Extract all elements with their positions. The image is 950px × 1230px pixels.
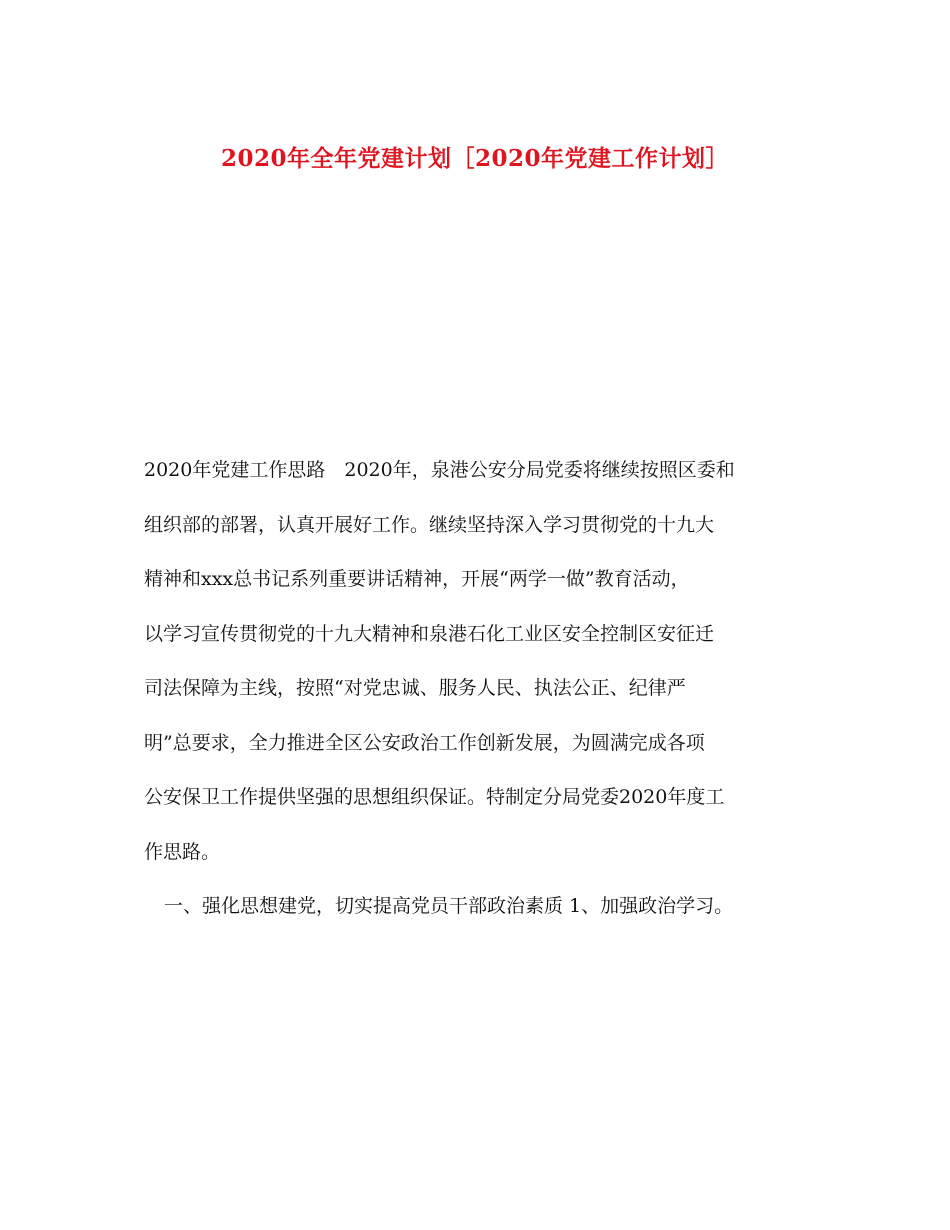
paragraph-line: 2020年党建工作思路 2020年，泉港公安分局党委将继续按照区委和 [144,459,735,481]
paragraph-line: 司法保障为主线，按照“对党忠诚、服务人民、执法公正、纪律严 [144,677,686,699]
section-heading-line: 一、强化思想建党，切实提高党员干部政治素质 1、加强政治学习。 [164,895,734,917]
paragraph-line: 组织部的部署，认真开展好工作。继续坚持深入学习贯彻党的十九大 [144,513,715,536]
paragraph-line: 明”总要求，全力推进全区公安政治工作创新发展，为圆满完成各项 [144,731,705,754]
document-body [144,450,824,941]
document-title: 2020年全年党建计划［2020年党建工作计划］ [220,145,730,172]
paragraph-line: 以学习宣传贯彻党的十九大精神和泉港石化工业区安全控制区安征迁 [144,622,715,645]
paragraph-line: 作思路。 [144,840,221,863]
paragraph-line: 公安保卫工作提供坚强的思想组织保证。特制定分局党委2020年度工 [144,786,725,808]
paragraph-line: 精神和xxx总书记系列重要讲话精神，开展“两学一做”教育活动， [144,568,690,590]
